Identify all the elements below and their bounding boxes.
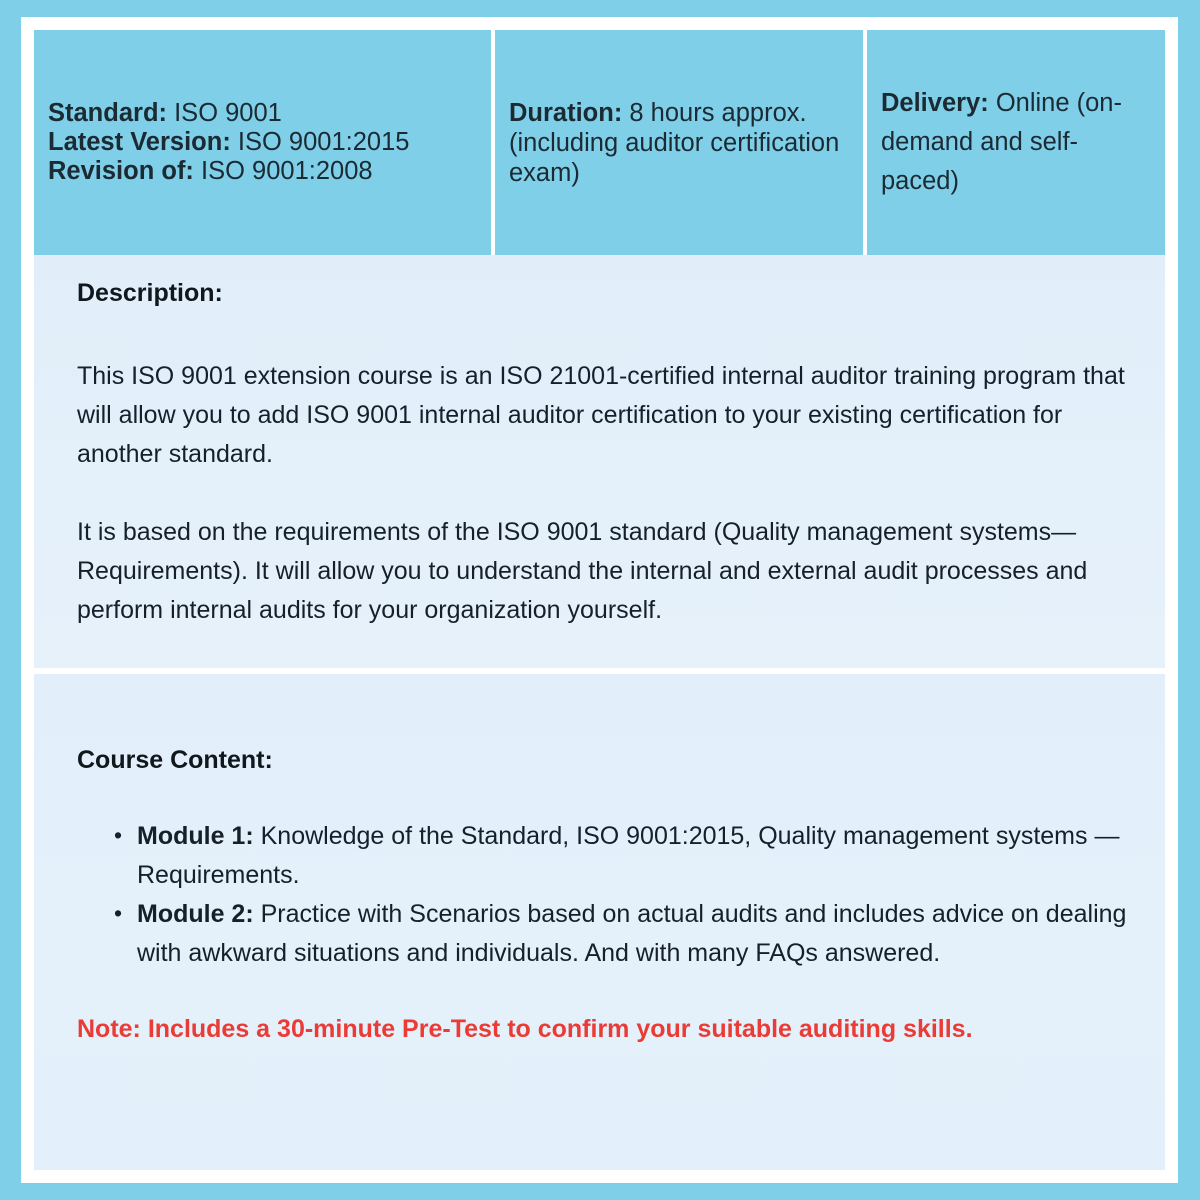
description-paragraph-1: This ISO 9001 extension course is an ISO 21001-certified internal auditor training program that will allow you to add ISO 9001 internal auditor certification to your existing certification for another standard. [77, 362, 1125, 468]
delivery-line [881, 84, 1151, 201]
list-item [44, 895, 1129, 973]
module-1-label: Module 1: [137, 822, 254, 850]
revision-of-value: ISO 9001:2008 [193, 157, 373, 185]
description-section [34, 255, 1165, 668]
duration-line [509, 98, 857, 188]
header-cell-duration [495, 30, 863, 255]
revision-of-label: Revision of: [48, 157, 194, 185]
header-cell-delivery [867, 30, 1165, 255]
duration-label: Duration: [509, 98, 623, 127]
module-1-text: Knowledge of the Standard, ISO 9001:2015, Quality management systems — Requirements. [137, 822, 1120, 889]
header-row [34, 30, 1165, 255]
course-content-section [34, 674, 1165, 1170]
delivery-value: Online (on-demand and self-paced) [881, 89, 1122, 195]
module-2-label: Module 2: [137, 900, 254, 928]
pre-test-note: Note: Includes a 30-minute Pre-Test to confirm your suitable auditing skills. [77, 1015, 973, 1043]
header-cell-standard [34, 30, 491, 255]
course-content-heading: Course Content: [77, 746, 273, 774]
course-card [34, 30, 1165, 1170]
delivery-label: Delivery: [881, 89, 989, 117]
standard-line [48, 99, 491, 128]
duration-value: 8 hours approx. (including auditor certification exam) [509, 98, 840, 187]
list-item [44, 817, 1129, 895]
description-paragraph-2: It is based on the requirements of the ISO 9001 standard (Quality management systems—Requirements). It will allow you to understand the internal and external audit processes and perform internal audits for your organization yourself. [77, 518, 1088, 624]
module-list [44, 817, 1129, 973]
description-heading: Description: [77, 279, 223, 307]
latest-version-label: Latest Version: [48, 128, 231, 156]
standard-label: Standard: [48, 99, 168, 127]
standard-value: ISO 9001 [167, 99, 282, 127]
revision-of-line [48, 157, 491, 186]
module-2-text: Practice with Scenarios based on actual audits and includes advice on dealing with awkward situations and individuals. And with many FAQs answered. [137, 900, 1127, 967]
latest-version-line [48, 128, 491, 157]
latest-version-value: ISO 9001:2015 [230, 128, 410, 156]
card-frame [21, 17, 1178, 1183]
